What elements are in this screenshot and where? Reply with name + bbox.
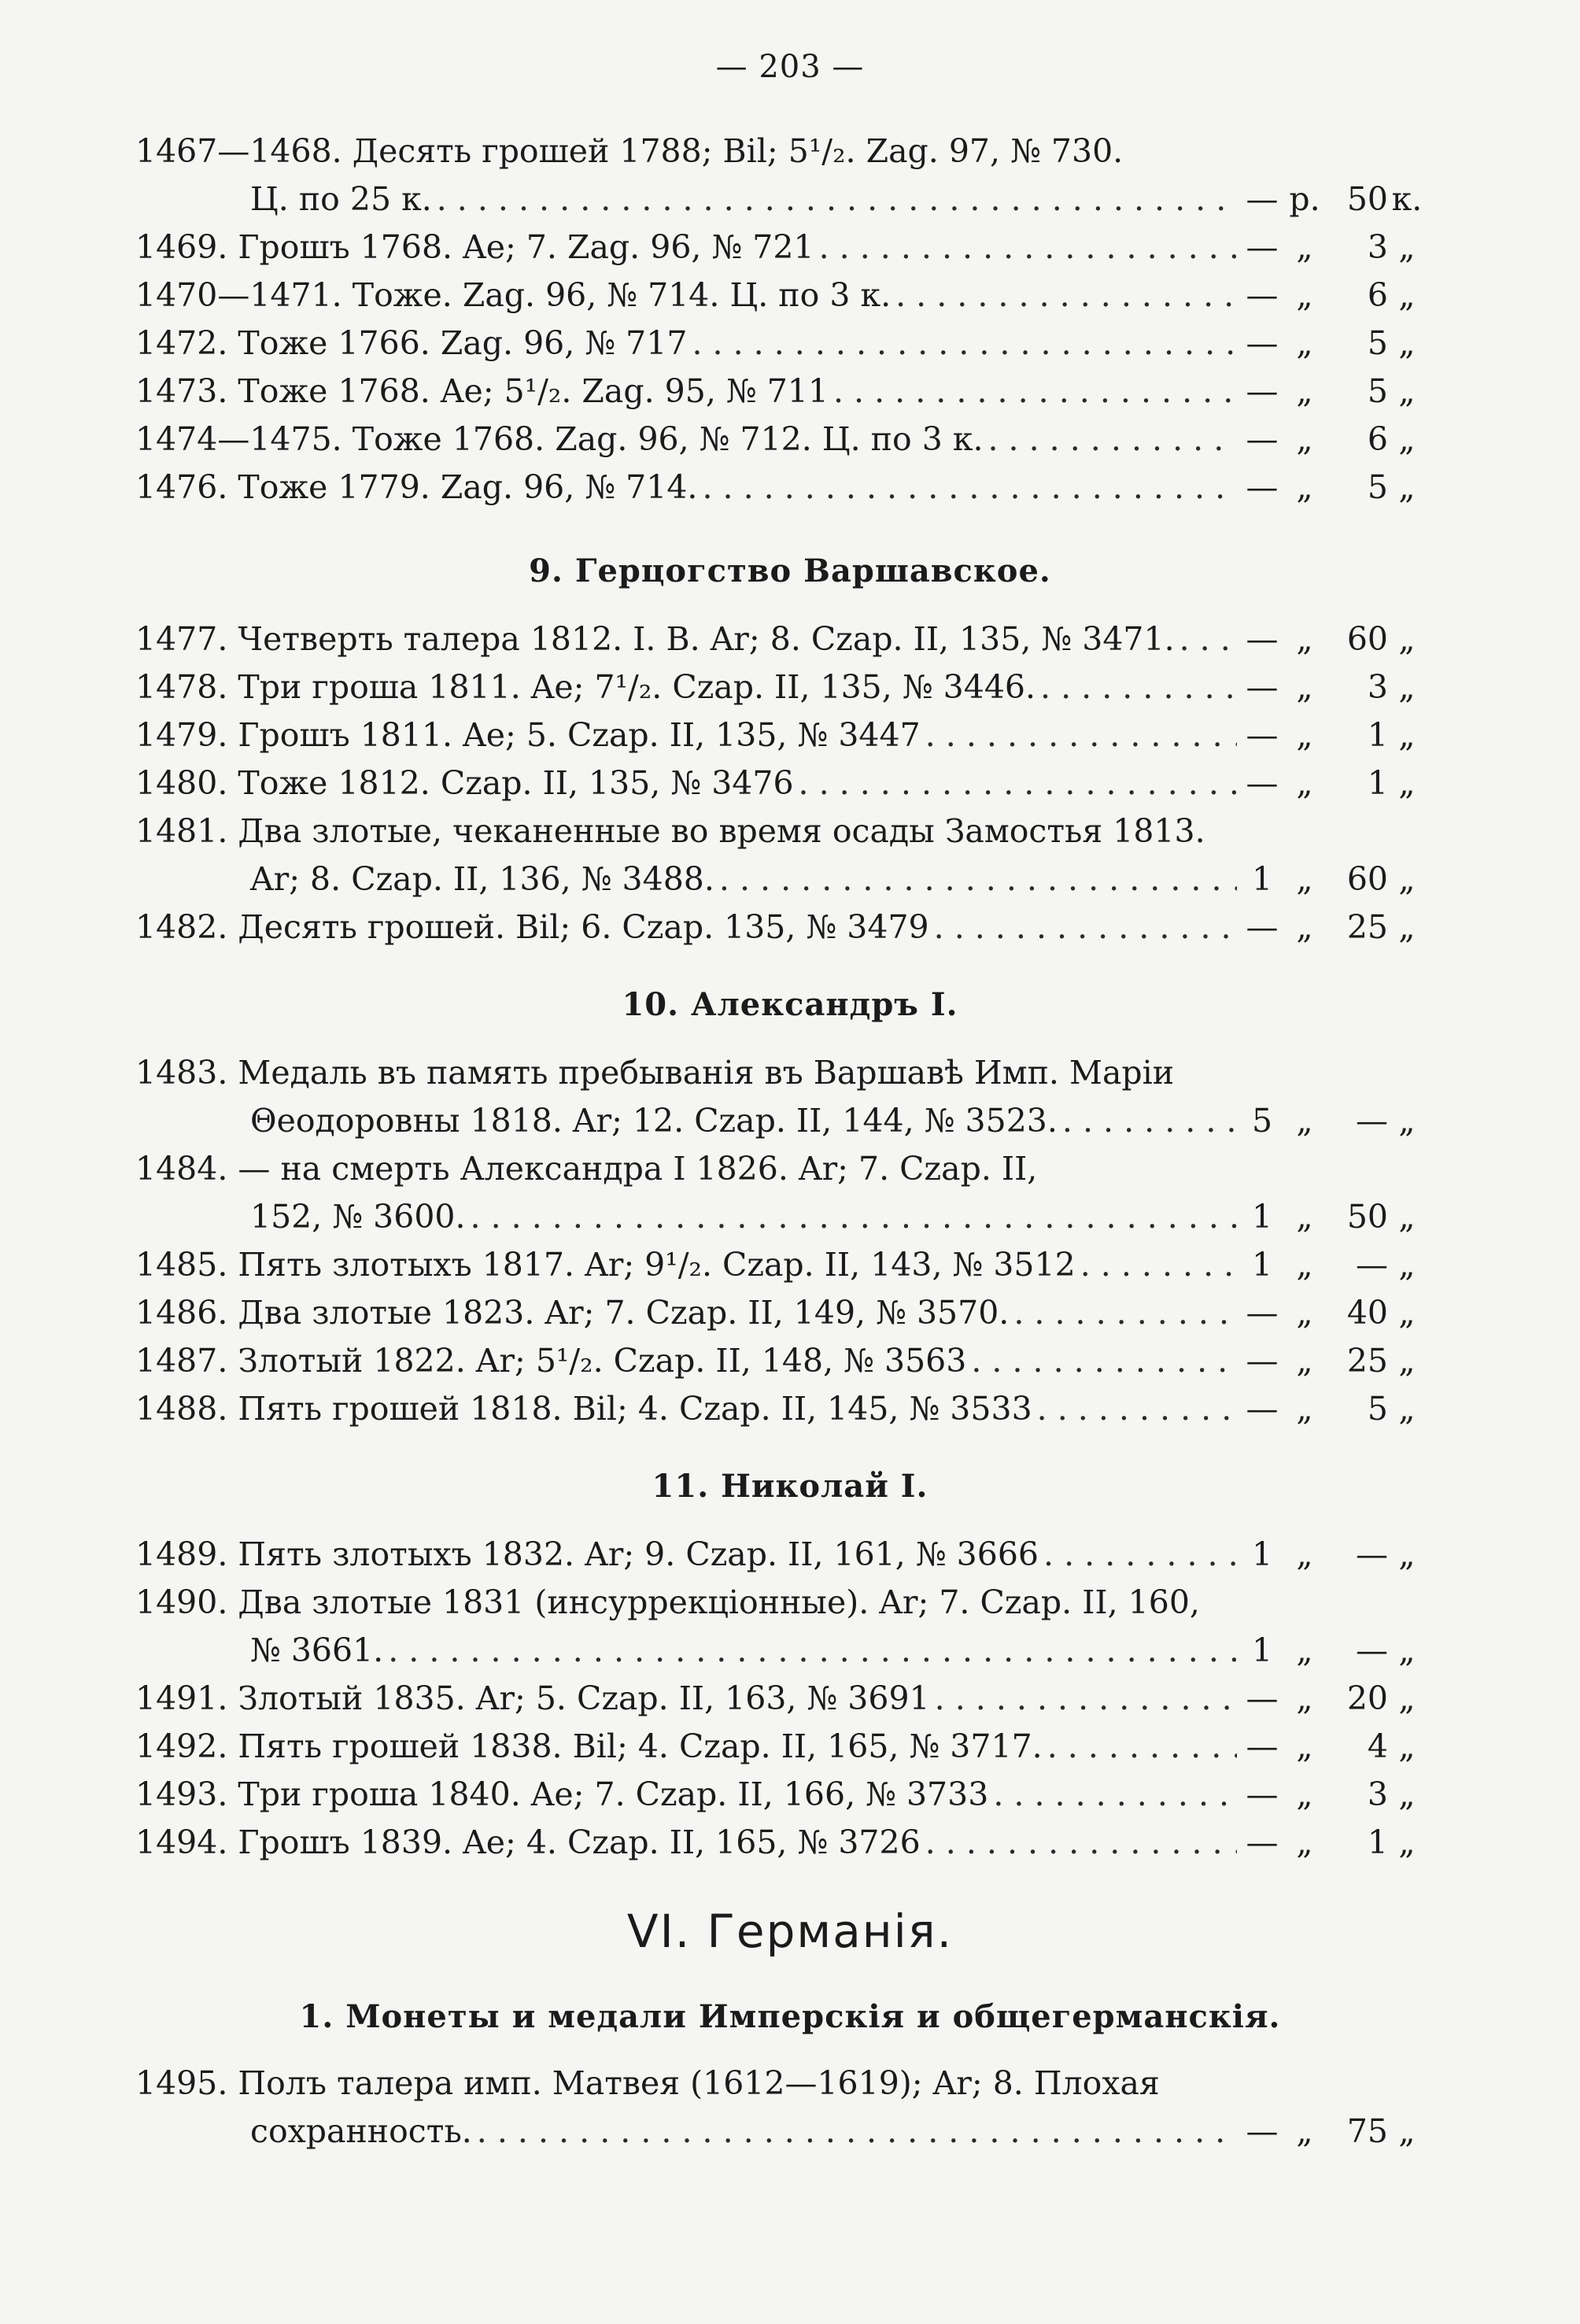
entry-text: 1483. Медаль въ память пребыванія въ Варшавѣ Имп. Маріи (135, 1054, 1175, 1092)
price-q2: „ (1398, 1727, 1416, 1765)
price-q1: „ (1296, 1102, 1313, 1140)
price-q2: „ (1398, 908, 1416, 946)
entry-price (1242, 1243, 1426, 1287)
dot-leader (988, 417, 1237, 461)
price-q1: „ (1296, 1679, 1313, 1717)
entry-price (1242, 1724, 1426, 1768)
price-q2: „ (1398, 468, 1416, 506)
entry-text: 1494. Грошъ 1839. Ae; 4. Czap. II, 165, № 3726 (135, 1823, 921, 1861)
dot-leader (1013, 1291, 1237, 1335)
price-kop: 3 (1367, 668, 1388, 706)
dot-leader (471, 1195, 1237, 1239)
price-q1: „ (1296, 620, 1313, 658)
price-kop: 3 (1367, 1775, 1388, 1813)
entry-text: 1474—1475. Тоже 1768. Zag. 96, № 712. Ц. по 3 к. (135, 420, 984, 458)
price-rub: — (1246, 1823, 1279, 1861)
price-kop: 25 (1346, 1342, 1388, 1380)
entry-price (1242, 1099, 1426, 1143)
dot-leader (799, 761, 1237, 805)
price-q1: „ (1296, 1631, 1313, 1669)
entry-text: 1485. Пять злотыхъ 1817. Ar; 9¹/₂. Czap. II, 143, № 3512 (135, 1246, 1076, 1284)
dot-leader (833, 369, 1237, 413)
price-q1: „ (1296, 276, 1313, 314)
price-rub: — (1246, 1727, 1279, 1765)
entry-text: 1467—1468. Десять грошей 1788; Bil; 5¹/₂. Zag. 97, № 730. (135, 132, 1124, 170)
entry-price (1242, 1291, 1426, 1335)
dot-leader (934, 905, 1237, 949)
price-q2: „ (1398, 276, 1416, 314)
price-kop: 6 (1367, 276, 1388, 314)
price-rub: — (1246, 620, 1279, 658)
price-kop: 4 (1367, 1727, 1388, 1765)
price-rub: — (1246, 324, 1279, 362)
price-rub: — (1246, 1775, 1279, 1813)
price-rub: — (1246, 1679, 1279, 1717)
entry-text: 1472. Тоже 1766. Zag. 96, № 717 (135, 324, 688, 362)
price-q2: „ (1398, 2112, 1416, 2150)
price-q2: „ (1398, 1535, 1416, 1573)
price-q1: „ (1296, 372, 1313, 410)
entry-text: 1476. Тоже 1779. Zag. 96, № 714. (135, 468, 698, 506)
price-q1: „ (1296, 1727, 1313, 1765)
entry-line (135, 1384, 1426, 1431)
price-q1: „ (1296, 1775, 1313, 1813)
price-q2: „ (1398, 1246, 1416, 1284)
entry-price (1242, 417, 1426, 461)
price-q1: „ (1296, 1390, 1313, 1428)
price-rub: 1 (1251, 1246, 1273, 1284)
dot-leader (388, 1628, 1237, 1672)
price-kop: 60 (1346, 860, 1388, 898)
price-q1: „ (1296, 1294, 1313, 1332)
price-kop: — (1356, 1631, 1388, 1669)
entry-line (135, 1577, 1253, 1624)
entry-text: 1477. Четверть талера 1812. I. B. Ar; 8. Czap. II, 135, № 3471. (135, 620, 1175, 658)
price-q1: „ (1296, 764, 1313, 802)
entry-line (135, 1047, 1253, 1095)
price-q2: „ (1398, 1775, 1416, 1813)
entry-line (135, 462, 1426, 509)
entry-continuation-line (250, 854, 1426, 901)
section-heading-nicholas: 11. Николай I. (652, 1468, 928, 1505)
entry-text: 1489. Пять злотыхъ 1832. Ar; 9. Czap. II, 161, № 3666 (135, 1535, 1039, 1573)
entry-continuation-line (250, 1095, 1426, 1143)
entry-text: 1482. Десять грошей. Bil; 6. Czap. 135, № 3479 (135, 908, 929, 946)
entry-line (135, 126, 1253, 173)
dot-leader (477, 2109, 1237, 2153)
entry-price (1242, 761, 1426, 805)
chapter-heading-germany: VI. Германія. (626, 1905, 954, 1958)
entry-line (135, 1721, 1426, 1768)
price-q1: „ (1296, 908, 1313, 946)
price-rub: — (1246, 1390, 1279, 1428)
price-q1: „ (1296, 860, 1313, 898)
entry-text: № 3661. (250, 1631, 384, 1669)
section-heading-warsaw: 9. Герцогство Варшавское. (529, 552, 1051, 589)
entry-text: 1493. Три гроша 1840. Ae; 7. Czap. II, 166, № 3733 (135, 1775, 989, 1813)
price-q2: „ (1398, 1679, 1416, 1717)
price-rub: — (1246, 468, 1279, 506)
price-q1: „ (1296, 1198, 1313, 1236)
price-kop: 1 (1367, 716, 1388, 754)
price-q1: „ (1296, 324, 1313, 362)
price-q1: „ (1296, 1342, 1313, 1380)
entry-line (135, 758, 1426, 805)
price-q1: „ (1296, 228, 1313, 266)
dot-leader (702, 465, 1237, 509)
price-q1: „ (1296, 716, 1313, 754)
price-q1: „ (1296, 2112, 1313, 2150)
price-q2: к. (1391, 180, 1423, 218)
dot-leader (692, 321, 1237, 365)
entry-line (135, 414, 1426, 461)
entry-continuation-line (250, 1625, 1426, 1672)
entry-text: 1492. Пять грошей 1838. Bil; 4. Czap. II, 165, № 3717. (135, 1727, 1043, 1765)
entry-price (1242, 1820, 1426, 1864)
price-kop: 3 (1367, 228, 1388, 266)
entry-text: 152, № 3600. (250, 1198, 466, 1236)
price-rub: — (1246, 764, 1279, 802)
entry-text: 1484. — на смерть Александра I 1826. Ar; 7. Czap. II, (135, 1150, 1038, 1188)
entry-text: 1495. Полъ талера имп. Матвея (1612—1619); Ar; 8. Плохая (135, 2064, 1160, 2102)
entry-line (135, 1144, 1253, 1191)
page-number: — 203 — (715, 49, 865, 85)
entry-price (1242, 1339, 1426, 1383)
entry-text: 1470—1471. Тоже. Zag. 96, № 714. Ц. по 3 к. (135, 276, 892, 314)
dot-leader (1080, 1243, 1237, 1287)
entry-continuation-line (250, 2106, 1426, 2153)
entry-line (135, 1673, 1426, 1720)
entry-price (1242, 177, 1426, 221)
price-q2: „ (1398, 860, 1416, 898)
entry-text: 1473. Тоже 1768. Ae; 5¹/₂. Zag. 95, № 711 (135, 372, 829, 410)
dot-leader (1037, 1387, 1237, 1431)
entry-price (1242, 465, 1426, 509)
entry-text: 1490. Два злотые 1831 (инсуррекціонные). Ar; 7. Czap. II, 160, (135, 1583, 1200, 1621)
entry-line (135, 1288, 1426, 1335)
entry-line (135, 1529, 1426, 1576)
entry-text: 1491. Злотый 1835. Ar; 5. Czap. II, 163, № 3691 (135, 1679, 930, 1717)
entry-line (135, 1817, 1426, 1864)
entry-text: сохранность. (250, 2112, 472, 2150)
dot-leader (935, 1676, 1237, 1720)
entry-line (135, 366, 1426, 413)
price-q1: „ (1296, 1823, 1313, 1861)
price-rub: — (1246, 2112, 1279, 2150)
entry-line (135, 2058, 1253, 2105)
entry-line (135, 318, 1426, 365)
price-q1: „ (1296, 468, 1313, 506)
price-q2: „ (1398, 1342, 1416, 1380)
price-rub: — (1246, 420, 1279, 458)
entry-price (1242, 273, 1426, 317)
price-kop: 5 (1367, 372, 1388, 410)
price-rub: 1 (1251, 1198, 1273, 1236)
price-kop: 50 (1346, 1198, 1388, 1236)
entry-continuation-line (250, 174, 1426, 221)
price-q2: „ (1398, 228, 1416, 266)
price-rub: 1 (1251, 1631, 1273, 1669)
entry-text: Θеодоровны 1818. Ar; 12. Czap. II, 144, № 3523. (250, 1102, 1058, 1140)
price-q1: „ (1296, 1535, 1313, 1573)
price-rub: 1 (1251, 860, 1273, 898)
entry-text: 1486. Два злотые 1823. Ar; 7. Czap. II, 149, № 3570. (135, 1294, 1010, 1332)
price-q2: „ (1398, 1102, 1416, 1140)
entry-line (135, 1769, 1426, 1816)
price-q1: „ (1296, 668, 1313, 706)
price-kop: 1 (1367, 1823, 1388, 1861)
price-q2: „ (1398, 1823, 1416, 1861)
price-q2: „ (1398, 420, 1416, 458)
price-kop: 5 (1367, 324, 1388, 362)
price-kop: 75 (1346, 2112, 1388, 2150)
dot-leader (1047, 1724, 1237, 1768)
entry-line (135, 902, 1426, 949)
price-rub: — (1246, 372, 1279, 410)
price-kop: — (1356, 1246, 1388, 1284)
price-rub: 1 (1251, 1535, 1273, 1573)
entry-text: 1488. Пять грошей 1818. Bil; 4. Czap. II, 145, № 3533 (135, 1390, 1032, 1428)
dot-leader (819, 225, 1237, 269)
entry-text: 1487. Злотый 1822. Ar; 5¹/₂. Czap. II, 148, № 3563 (135, 1342, 967, 1380)
dot-leader (1043, 1532, 1237, 1576)
entry-price (1242, 225, 1426, 269)
dot-leader (1062, 1099, 1237, 1143)
price-q2: „ (1398, 324, 1416, 362)
section-heading-imperial-coins: 1. Монеты и медали Имперскія и общегерманскія. (299, 1998, 1281, 2035)
entry-text: 1478. Три гроша 1811. Ae; 7¹/₂. Czap. II, 135, № 3446. (135, 668, 1036, 706)
price-kop: 25 (1346, 908, 1388, 946)
price-rub: — (1246, 716, 1279, 754)
dot-leader (719, 857, 1237, 901)
entry-price (1242, 665, 1426, 709)
entry-line (135, 662, 1426, 709)
entry-price (1242, 321, 1426, 365)
price-q2: „ (1398, 716, 1416, 754)
entry-line (135, 1336, 1426, 1383)
price-rub: — (1246, 1342, 1279, 1380)
entry-text: 1469. Грошъ 1768. Ae; 7. Zag. 96, № 721 (135, 228, 814, 266)
entry-continuation-line (250, 1192, 1426, 1239)
entry-text: 1479. Грошъ 1811. Ae; 5. Czap. II, 135, № 3447 (135, 716, 921, 754)
dot-leader (925, 1820, 1237, 1864)
price-rub: — (1246, 276, 1279, 314)
dot-leader (437, 177, 1237, 221)
section-heading-alexander: 10. Александръ I. (622, 986, 958, 1023)
entry-price (1242, 617, 1426, 661)
dot-leader (1040, 665, 1237, 709)
entry-price (1242, 1676, 1426, 1720)
entry-line (135, 710, 1426, 757)
entry-line (135, 1240, 1426, 1287)
price-q2: „ (1398, 668, 1416, 706)
entry-text: Ц. по 25 к. (250, 180, 432, 218)
price-rub: — (1246, 1294, 1279, 1332)
price-kop: 1 (1367, 764, 1388, 802)
entry-price (1242, 857, 1426, 901)
price-q2: „ (1398, 1294, 1416, 1332)
entry-price (1242, 1628, 1426, 1672)
dot-leader (1179, 617, 1237, 661)
price-kop: — (1356, 1535, 1388, 1573)
entry-price (1242, 1387, 1426, 1431)
entry-price (1242, 905, 1426, 949)
price-q2: „ (1398, 372, 1416, 410)
price-kop: — (1356, 1102, 1388, 1140)
price-kop: 40 (1346, 1294, 1388, 1332)
entry-price (1242, 1195, 1426, 1239)
price-q1: „ (1296, 1246, 1313, 1284)
price-q2: „ (1398, 1631, 1416, 1669)
entry-price (1242, 1532, 1426, 1576)
entry-text: Ar; 8. Czap. II, 136, № 3488. (250, 860, 714, 898)
price-kop: 5 (1367, 1390, 1388, 1428)
price-kop: 50 (1346, 180, 1388, 218)
price-kop: 6 (1367, 420, 1388, 458)
price-q2: „ (1398, 1198, 1416, 1236)
entry-text: 1481. Два злотые, чеканенные во время осады Замостья 1813. (135, 812, 1205, 850)
price-rub: — (1246, 228, 1279, 266)
entry-price (1242, 2109, 1426, 2153)
entry-price (1242, 1772, 1426, 1816)
entry-text: 1480. Тоже 1812. Czap. II, 135, № 3476 (135, 764, 794, 802)
dot-leader (895, 273, 1237, 317)
price-rub: — (1246, 668, 1279, 706)
price-q2: „ (1398, 1390, 1416, 1428)
price-q2: „ (1398, 764, 1416, 802)
dot-leader (993, 1772, 1237, 1816)
price-q1: р. (1289, 180, 1320, 218)
entry-line (135, 222, 1426, 269)
price-kop: 60 (1346, 620, 1388, 658)
entry-price (1242, 713, 1426, 757)
entry-line (135, 270, 1426, 317)
entry-line (135, 806, 1253, 853)
price-kop: 5 (1367, 468, 1388, 506)
dot-leader (971, 1339, 1237, 1383)
entry-price (1242, 369, 1426, 413)
price-rub: — (1246, 908, 1279, 946)
entry-line (135, 614, 1426, 661)
price-rub: 5 (1251, 1102, 1273, 1140)
dot-leader (925, 713, 1237, 757)
price-q2: „ (1398, 620, 1416, 658)
price-q1: „ (1296, 420, 1313, 458)
price-kop: 20 (1346, 1679, 1388, 1717)
price-rub: — (1246, 180, 1279, 218)
